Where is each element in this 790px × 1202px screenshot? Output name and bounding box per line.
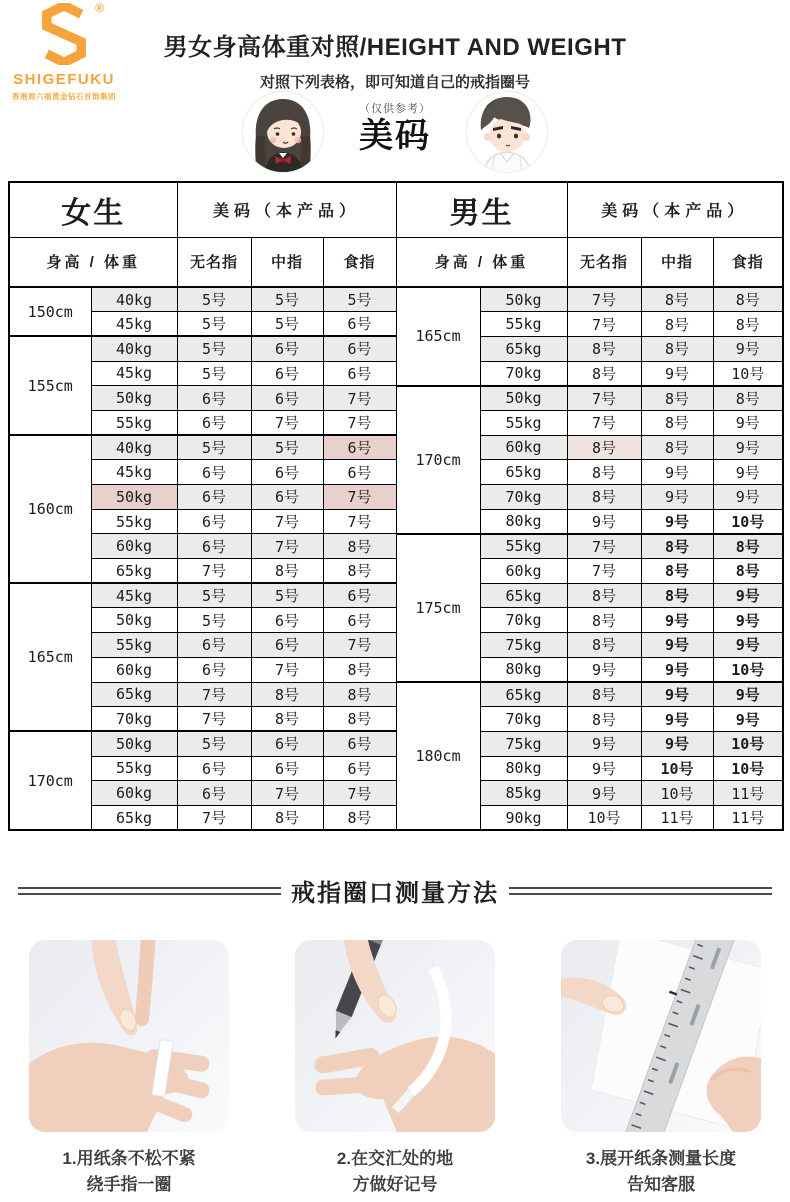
female-size-cell: 6号 (323, 435, 396, 460)
female-height-cell: 165cm (9, 583, 91, 731)
male-size-cell: 9号 (713, 410, 783, 435)
female-size-cell: 5号 (177, 361, 251, 386)
female-weight-cell: 40kg (91, 287, 177, 312)
male-size-cell: 8号 (567, 435, 641, 460)
male-size-cell: 9号 (641, 657, 713, 682)
girl-cartoon-icon (243, 92, 323, 172)
male-ring-finger-header: 无名指 (567, 237, 641, 287)
male-size-cell: 9号 (713, 435, 783, 460)
male-size-cell: 10号 (713, 657, 783, 682)
female-size-cell: 7号 (251, 509, 323, 534)
female-size-cell: 5号 (177, 287, 251, 312)
female-size-cell: 6号 (323, 756, 396, 781)
male-size-cell: 10号 (641, 756, 713, 781)
male-weight-cell: 65kg (480, 336, 567, 361)
female-weight-cell: 55kg (91, 756, 177, 781)
male-size-cell: 9号 (713, 682, 783, 707)
female-size-cell: 6号 (177, 485, 251, 510)
male-size-cell: 7号 (567, 312, 641, 337)
male-weight-cell: 55kg (480, 410, 567, 435)
step-1-caption-line-2: 绕手指一圈 (86, 1175, 172, 1195)
male-size-cell: 9号 (641, 682, 713, 707)
female-size-cell: 6号 (177, 781, 251, 806)
female-size-cell: 8号 (323, 534, 396, 559)
female-weight-cell: 65kg (91, 559, 177, 584)
male-size-cell: 8号 (567, 336, 641, 361)
female-weight-cell: 60kg (91, 781, 177, 806)
male-size-cell: 8号 (641, 435, 713, 460)
male-size-cell: 8号 (713, 312, 783, 337)
female-weight-cell: 50kg (91, 608, 177, 633)
male-weight-cell: 55kg (480, 534, 567, 559)
female-size-cell: 8号 (323, 657, 396, 682)
table-row (9, 756, 783, 781)
female-size-cell: 7号 (251, 534, 323, 559)
female-size-cell: 6号 (323, 460, 396, 485)
female-size-cell: 6号 (177, 460, 251, 485)
female-size-cell: 6号 (177, 386, 251, 411)
brand-name: SHIGEFUKU (13, 71, 115, 88)
male-size-cell: 9号 (641, 633, 713, 658)
height-weight-ring-size-table (8, 181, 784, 831)
male-weight-cell: 75kg (480, 633, 567, 658)
female-weight-cell: 40kg (91, 336, 177, 361)
male-height-weight-header: 身高 / 体重 (396, 237, 567, 287)
female-size-cell: 7号 (251, 410, 323, 435)
female-size-cell: 5号 (251, 287, 323, 312)
measure-section-title: 戒指圈口测量方法 (291, 880, 499, 908)
female-size-cell: 5号 (323, 287, 396, 312)
female-size-cell: 8号 (251, 682, 323, 707)
female-weight-cell: 50kg (91, 485, 177, 510)
female-size-cell: 7号 (323, 781, 396, 806)
male-us-size-header: 美码（本产品） (567, 182, 783, 237)
table-row (9, 633, 783, 658)
table-row (9, 287, 783, 312)
male-weight-cell: 50kg (480, 386, 567, 411)
male-weight-cell: 50kg (480, 287, 567, 312)
female-size-cell: 7号 (323, 386, 396, 411)
female-ring-finger-header: 无名指 (177, 237, 251, 287)
male-size-cell: 9号 (641, 608, 713, 633)
female-size-cell: 8号 (323, 559, 396, 584)
female-size-cell: 5号 (177, 731, 251, 756)
male-size-cell: 11号 (641, 805, 713, 830)
male-weight-cell: 65kg (480, 460, 567, 485)
male-size-cell: 11号 (713, 781, 783, 806)
male-size-cell: 9号 (713, 485, 783, 510)
male-height-cell: 165cm (396, 287, 480, 386)
female-size-cell: 6号 (177, 509, 251, 534)
female-height-cell: 155cm (9, 336, 91, 435)
male-size-cell: 10号 (713, 361, 783, 386)
female-weight-cell: 65kg (91, 805, 177, 830)
table-row (9, 386, 783, 411)
step-3-caption-line-1: 3.展开纸条测量长度 (585, 1149, 737, 1169)
female-weight-cell: 60kg (91, 534, 177, 559)
male-size-cell: 8号 (567, 633, 641, 658)
female-weight-cell: 70kg (91, 707, 177, 732)
male-size-cell: 9号 (641, 731, 713, 756)
female-weight-cell: 65kg (91, 682, 177, 707)
divider-line-left (18, 887, 281, 895)
table-row (9, 361, 783, 386)
female-size-cell: 6号 (177, 657, 251, 682)
male-size-cell: 7号 (567, 534, 641, 559)
male-weight-cell: 60kg (480, 559, 567, 584)
table-row (9, 336, 783, 361)
male-avatar (467, 92, 547, 172)
female-size-cell: 6号 (251, 485, 323, 510)
female-middle-finger-header: 中指 (251, 237, 323, 287)
male-weight-cell: 70kg (480, 361, 567, 386)
mark-with-pen-photo (295, 940, 495, 1132)
female-weight-cell: 50kg (91, 386, 177, 411)
male-weight-cell: 90kg (480, 805, 567, 830)
female-size-cell: 7号 (323, 485, 396, 510)
female-size-cell: 6号 (323, 608, 396, 633)
male-size-cell: 7号 (567, 386, 641, 411)
female-size-cell: 8号 (323, 682, 396, 707)
female-size-cell: 5号 (251, 312, 323, 337)
female-weight-cell: 55kg (91, 410, 177, 435)
male-size-cell: 9号 (641, 361, 713, 386)
boy-cartoon-icon (467, 92, 547, 172)
female-size-cell: 8号 (251, 707, 323, 732)
male-size-cell: 8号 (567, 361, 641, 386)
female-weight-cell: 50kg (91, 731, 177, 756)
table-row (9, 608, 783, 633)
male-weight-cell: 60kg (480, 435, 567, 460)
female-avatar (243, 92, 323, 172)
male-size-cell: 8号 (641, 386, 713, 411)
measure-step-2 (292, 940, 498, 1199)
male-size-cell: 9号 (641, 707, 713, 732)
male-size-cell: 8号 (713, 534, 783, 559)
male-size-cell: 8号 (713, 559, 783, 584)
male-size-cell: 8号 (641, 336, 713, 361)
female-size-cell: 7号 (177, 559, 251, 584)
measure-section (0, 873, 790, 1199)
male-size-cell: 7号 (567, 287, 641, 312)
female-size-cell: 8号 (251, 559, 323, 584)
step-2-caption-line-1: 2.在交汇处的地 (336, 1149, 454, 1169)
male-height-cell: 180cm (396, 682, 480, 830)
male-size-cell: 9号 (641, 460, 713, 485)
female-weight-cell: 55kg (91, 633, 177, 658)
female-size-cell: 8号 (251, 805, 323, 830)
female-weight-cell: 45kg (91, 460, 177, 485)
male-size-cell: 9号 (567, 657, 641, 682)
table-row (9, 707, 783, 732)
table-row (9, 485, 783, 510)
male-size-cell: 8号 (567, 460, 641, 485)
page-header (0, 0, 790, 181)
male-size-cell: 8号 (641, 287, 713, 312)
male-weight-cell: 85kg (480, 781, 567, 806)
female-weight-cell: 55kg (91, 509, 177, 534)
male-height-cell: 170cm (396, 386, 480, 534)
table-row (9, 682, 783, 707)
male-size-cell: 7号 (567, 559, 641, 584)
female-weight-cell: 40kg (91, 435, 177, 460)
female-section-header: 女生 (9, 182, 177, 237)
female-size-cell: 6号 (177, 756, 251, 781)
female-size-cell: 6号 (251, 336, 323, 361)
table-row (9, 583, 783, 608)
male-size-cell: 10号 (641, 781, 713, 806)
measure-step-1 (26, 940, 232, 1199)
step-2-caption-line-2: 方做好记号 (352, 1175, 438, 1195)
female-size-cell: 5号 (177, 608, 251, 633)
male-size-cell: 8号 (713, 386, 783, 411)
size-standard-label: 美码 (359, 116, 431, 155)
female-size-cell: 5号 (251, 583, 323, 608)
table-row (9, 534, 783, 559)
page-subtitle: 对照下列表格，即可知道自己的戒指圈号 (259, 74, 530, 91)
female-size-cell: 7号 (251, 781, 323, 806)
measure-step-3 (558, 940, 764, 1199)
male-weight-cell: 80kg (480, 756, 567, 781)
divider-line-right (509, 887, 772, 895)
male-size-cell: 10号 (713, 756, 783, 781)
table-row (9, 509, 783, 534)
female-size-cell: 6号 (177, 633, 251, 658)
male-size-cell: 9号 (641, 485, 713, 510)
table-row (9, 805, 783, 830)
female-weight-cell: 45kg (91, 583, 177, 608)
female-height-cell: 150cm (9, 287, 91, 336)
male-size-cell: 8号 (641, 534, 713, 559)
male-weight-cell: 80kg (480, 509, 567, 534)
female-size-cell: 6号 (251, 361, 323, 386)
female-weight-cell: 45kg (91, 312, 177, 337)
female-size-cell: 7号 (177, 707, 251, 732)
female-size-cell: 8号 (323, 805, 396, 830)
female-size-cell: 6号 (323, 583, 396, 608)
female-size-cell: 7号 (323, 410, 396, 435)
male-weight-cell: 80kg (480, 657, 567, 682)
female-size-cell: 5号 (177, 583, 251, 608)
male-size-cell: 8号 (641, 312, 713, 337)
female-size-cell: 6号 (251, 756, 323, 781)
male-size-cell: 9号 (713, 707, 783, 732)
female-size-cell: 6号 (177, 534, 251, 559)
male-size-cell: 8号 (713, 287, 783, 312)
male-size-cell: 9号 (713, 583, 783, 608)
male-size-cell: 9号 (567, 509, 641, 534)
registered-trademark-icon: ® (95, 1, 104, 15)
male-weight-cell: 65kg (480, 583, 567, 608)
female-size-cell: 8号 (323, 707, 396, 732)
male-size-cell: 10号 (713, 731, 783, 756)
table-row (9, 559, 783, 584)
male-weight-cell: 70kg (480, 608, 567, 633)
female-size-cell: 7号 (177, 682, 251, 707)
female-size-cell: 6号 (177, 410, 251, 435)
male-weight-cell: 70kg (480, 707, 567, 732)
male-size-cell: 11号 (713, 805, 783, 830)
female-size-cell: 6号 (251, 386, 323, 411)
male-weight-cell: 65kg (480, 682, 567, 707)
page-title: 男女身高体重对照/HEIGHT AND WEIGHT (163, 34, 627, 61)
male-size-cell: 10号 (567, 805, 641, 830)
male-height-cell: 175cm (396, 534, 480, 682)
female-size-cell: 5号 (251, 435, 323, 460)
measure-with-ruler-photo (561, 940, 761, 1132)
female-index-finger-header: 食指 (323, 237, 396, 287)
male-size-cell: 8号 (641, 583, 713, 608)
female-weight-cell: 45kg (91, 361, 177, 386)
male-size-cell: 9号 (713, 633, 783, 658)
male-size-cell: 9号 (641, 509, 713, 534)
female-height-weight-header: 身高 / 体重 (9, 237, 177, 287)
male-size-cell: 7号 (567, 410, 641, 435)
male-size-cell: 8号 (641, 410, 713, 435)
table-row (9, 657, 783, 682)
female-size-cell: 6号 (251, 608, 323, 633)
female-size-cell: 6号 (251, 633, 323, 658)
female-size-cell: 6号 (323, 731, 396, 756)
male-section-header: 男生 (396, 182, 567, 237)
male-size-cell: 9号 (567, 781, 641, 806)
brand-tagline: 香港周六福黄金钻石首饰集团 (12, 92, 116, 101)
female-size-cell: 5号 (177, 312, 251, 337)
male-size-cell: 8号 (567, 485, 641, 510)
female-size-cell: 5号 (177, 336, 251, 361)
table-row (9, 312, 783, 337)
reference-note: （仅供参考） (359, 103, 431, 115)
male-size-cell: 9号 (567, 756, 641, 781)
female-height-cell: 170cm (9, 731, 91, 830)
male-weight-cell: 75kg (480, 731, 567, 756)
female-size-cell: 6号 (323, 312, 396, 337)
female-us-size-header: 美码（本产品） (177, 182, 396, 237)
male-size-cell: 8号 (641, 559, 713, 584)
male-size-cell: 8号 (567, 583, 641, 608)
male-weight-cell: 70kg (480, 485, 567, 510)
female-size-cell: 7号 (323, 633, 396, 658)
female-size-cell: 6号 (251, 460, 323, 485)
brand-logo (12, 3, 116, 102)
female-size-cell: 5号 (177, 435, 251, 460)
female-size-cell: 7号 (177, 805, 251, 830)
table-row (9, 460, 783, 485)
female-size-cell: 7号 (323, 509, 396, 534)
table-row (9, 410, 783, 435)
wrap-paper-strip-photo (29, 940, 229, 1132)
female-weight-cell: 60kg (91, 657, 177, 682)
female-height-cell: 160cm (9, 435, 91, 583)
step-1-caption-line-1: 1.用纸条不松不紧 (62, 1149, 196, 1169)
male-weight-cell: 55kg (480, 312, 567, 337)
male-size-cell: 8号 (567, 608, 641, 633)
male-index-finger-header: 食指 (713, 237, 783, 287)
female-size-cell: 7号 (251, 657, 323, 682)
male-size-cell: 9号 (567, 731, 641, 756)
male-size-cell: 10号 (713, 509, 783, 534)
male-size-cell: 8号 (567, 707, 641, 732)
table-row (9, 731, 783, 756)
s-hexagon-logo-icon (38, 3, 90, 65)
female-size-cell: 6号 (323, 336, 396, 361)
table-row (9, 781, 783, 806)
female-size-cell: 6号 (251, 731, 323, 756)
step-3-caption-line-2: 告知客服 (627, 1175, 695, 1195)
male-size-cell: 9号 (713, 336, 783, 361)
male-size-cell: 9号 (713, 608, 783, 633)
male-middle-finger-header: 中指 (641, 237, 713, 287)
female-size-cell: 6号 (323, 361, 396, 386)
male-size-cell: 8号 (567, 682, 641, 707)
male-size-cell: 9号 (713, 460, 783, 485)
table-row (9, 435, 783, 460)
